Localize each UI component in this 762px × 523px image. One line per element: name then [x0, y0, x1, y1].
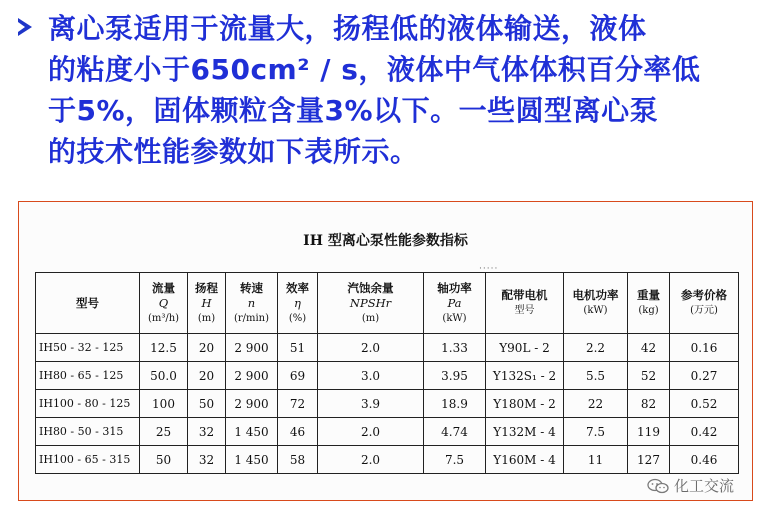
table-cell: Y90L - 2 [486, 334, 564, 362]
table-cell: Y132S₁ - 2 [486, 362, 564, 390]
column-header-unit: (kW) [442, 312, 467, 324]
table-title: IH 型离心泵性能参数指标 [303, 233, 468, 249]
table-cell: 50 [188, 390, 226, 418]
table-row [36, 446, 739, 474]
column-header [226, 273, 278, 334]
column-header-name: 型号 [76, 295, 99, 310]
table-cell: 22 [564, 390, 628, 418]
table-cell: 127 [628, 446, 670, 474]
column-header-unit: (%) [288, 312, 307, 324]
table-cell: 11 [564, 446, 628, 474]
table-cell: Y160M - 4 [486, 446, 564, 474]
table-cell: 4.74 [424, 418, 486, 446]
bullet-paragraph [18, 8, 748, 172]
table-cell: 46 [278, 418, 318, 446]
column-header-unit: (kW) [583, 305, 608, 316]
column-header [628, 273, 670, 334]
column-header-unit: (kg) [638, 305, 659, 316]
pump-spec-table [35, 272, 739, 474]
table-cell: 2 900 [226, 334, 278, 362]
table-cell: 2.2 [564, 334, 628, 362]
column-header-name: 电机功率 [572, 288, 619, 302]
table-cell: Y180M - 2 [486, 390, 564, 418]
table-cell: 20 [188, 362, 226, 390]
table-cell: IH80 - 50 - 315 [36, 418, 140, 446]
table-row [36, 418, 739, 446]
column-header-unit: (万元) [690, 305, 718, 316]
watermark [647, 475, 734, 496]
table-cell: IH50 - 32 - 125 [36, 334, 140, 362]
table-cell: 25 [140, 418, 188, 446]
table-cell: 18.9 [424, 390, 486, 418]
column-header [670, 273, 739, 334]
table-cell: 12.5 [140, 334, 188, 362]
dotted-mark: ····· [479, 264, 499, 274]
table-row [36, 362, 739, 390]
table-cell: 2 900 [226, 362, 278, 390]
table-cell: 32 [188, 418, 226, 446]
table-cell: 1.33 [424, 334, 486, 362]
column-header [278, 273, 318, 334]
column-header [486, 273, 564, 334]
column-header-name: 扬程 [195, 280, 218, 295]
table-cell: 51 [278, 334, 318, 362]
column-header-symbol: Pa [447, 295, 462, 310]
table-cell: 42 [628, 334, 670, 362]
table-cell: 50 [140, 446, 188, 474]
bullet-text [48, 8, 748, 172]
table-cell: 2 900 [226, 390, 278, 418]
table-cell: 0.42 [670, 418, 739, 446]
column-header-symbol: n [247, 295, 256, 310]
column-header-unit: 型号 [514, 305, 535, 316]
table-cell: 0.27 [670, 362, 739, 390]
table-cell: 32 [188, 446, 226, 474]
table-row [36, 390, 739, 418]
column-header-name: 效率 [286, 280, 309, 295]
table-cell: 72 [278, 390, 318, 418]
table-cell: 2.0 [318, 446, 424, 474]
table-cell: 5.5 [564, 362, 628, 390]
arrow-bullet-icon [18, 18, 32, 36]
wechat-icon [647, 478, 669, 494]
table-cell: 2.0 [318, 334, 424, 362]
column-header-symbol: Q [158, 295, 169, 310]
table-cell: 50.0 [140, 362, 188, 390]
table-cell: 3.95 [424, 362, 486, 390]
bullet-line: 于5%，固体颗粒含量3%以下。一些圆型离心泵 [48, 94, 659, 127]
column-header [564, 273, 628, 334]
column-header-name: 转速 [240, 280, 263, 295]
table-figure [18, 201, 753, 501]
column-header-name: 流量 [152, 280, 175, 295]
table-cell: 1 450 [226, 446, 278, 474]
column-header-unit: (r/min) [233, 312, 270, 324]
column-header-unit: (m) [361, 312, 380, 324]
column-header-symbol: H [201, 295, 212, 310]
column-header-unit: (m) [197, 312, 216, 324]
column-header-unit: (m³/h) [147, 312, 180, 324]
table-cell: 1 450 [226, 418, 278, 446]
column-header [188, 273, 226, 334]
column-header-name: 轴功率 [437, 280, 472, 295]
column-header-name: 配带电机 [501, 288, 548, 302]
table-cell: 2.0 [318, 418, 424, 446]
table-cell: Y132M - 4 [486, 418, 564, 446]
table-cell: 52 [628, 362, 670, 390]
column-header [140, 273, 188, 334]
bullet-line: 离心泵适用于流量大，扬程低的液体输送，液体 [48, 12, 647, 45]
column-header-name: 重量 [637, 288, 660, 302]
table-cell: 82 [628, 390, 670, 418]
watermark-text: 化工交流 [673, 477, 734, 495]
table-cell: 20 [188, 334, 226, 362]
column-header-symbol: η [294, 295, 301, 310]
table-cell: 58 [278, 446, 318, 474]
column-header [318, 273, 424, 334]
table-cell: 0.52 [670, 390, 739, 418]
table-body [36, 334, 739, 474]
column-header-name: 参考价格 [681, 288, 727, 302]
table-cell: IH100 - 80 - 125 [36, 390, 140, 418]
bullet-line: 的技术性能参数如下表所示。 [48, 135, 419, 168]
table-cell: 7.5 [424, 446, 486, 474]
column-header [424, 273, 486, 334]
table-cell: 0.46 [670, 446, 739, 474]
bullet-line: 的粘度小于650cm² / s，液体中气体体积百分率低 [48, 53, 701, 86]
table-cell: 3.0 [318, 362, 424, 390]
header-row [36, 273, 739, 334]
table-cell: 69 [278, 362, 318, 390]
table-cell: 119 [628, 418, 670, 446]
column-header-symbol: NPSHr [349, 295, 392, 310]
column-header [36, 273, 140, 334]
table-row [36, 334, 739, 362]
table-cell: 100 [140, 390, 188, 418]
table-cell: 3.9 [318, 390, 424, 418]
table-cell: IH80 - 65 - 125 [36, 362, 140, 390]
table-cell: 0.16 [670, 334, 739, 362]
table-cell: IH100 - 65 - 315 [36, 446, 140, 474]
table-cell: 7.5 [564, 418, 628, 446]
column-header-name: 汽蚀余量 [347, 280, 394, 295]
